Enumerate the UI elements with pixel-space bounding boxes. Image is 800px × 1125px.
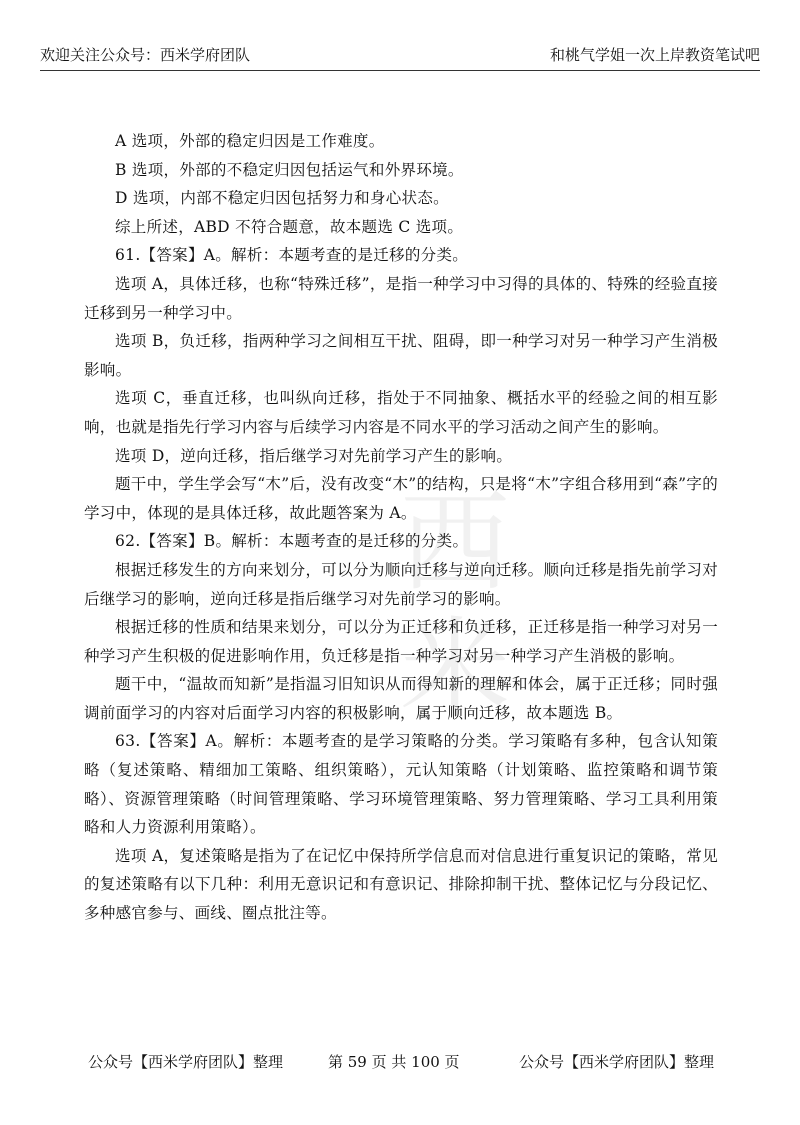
header-right-text: 和桃气学姐一次上岸教资笔试吧 xyxy=(549,46,760,64)
page-footer xyxy=(0,1051,800,1079)
page-header xyxy=(40,38,760,68)
footer-left-text: 公众号【西米学府团队】整理 xyxy=(88,1053,284,1071)
page-number: 第 59 页 共 100 页 xyxy=(328,1053,460,1071)
watermark: 西米 xyxy=(400,479,510,734)
paragraph: B 选项，外部的不稳定归因包括运气和外界环境。 xyxy=(115,160,464,179)
paragraph: 选项 C，垂直迁移，也叫纵向迁移，指处于不同抽象、概括水平的经验之间的相互影响，也就是指先行学习内容与后续学习内容是不同水平的学习活动之间产生的影响。 xyxy=(84,389,718,436)
answer-63-heading: 63.【答案】A。解析：本题考查的是学习策略的分类。学习策略有多种，包含认知策略（复述策略、精细加工策略、组织策略），元认知策略（计划策略、监控策略和调节策略）、资源管理策略（时间管理策略、学习环境管理策略、努力管理策略、学习工具利用策略和人力资源利用策略）。 xyxy=(84,732,718,837)
answer-61-heading: 61.【答案】A。解析：本题考查的是迁移的分类。 xyxy=(115,246,469,265)
page-body xyxy=(84,127,718,928)
paragraph: 根据迁移的性质和结果来划分，可以分为正迁移和负迁移，正迁移是指一种学习对另一种学习产生积极的促进影响作用，负迁移是指一种学习对另一种学习产生消极的影响。 xyxy=(84,618,718,665)
paragraph: A 选项，外部的稳定归因是工作难度。 xyxy=(115,132,385,150)
header-left-text: 欢迎关注公众号：西米学府团队 xyxy=(40,46,251,64)
paragraph: 综上所述，ABD 不符合题意，故本题选 C 选项。 xyxy=(115,217,464,236)
paragraph: 选项 B，负迁移，指两种学习之间相互干扰、阻碍，即一种学习对另一种学习产生消极影响。 xyxy=(84,332,718,379)
paragraph: 选项 D，逆向迁移，指后继学习对先前学习产生的影响。 xyxy=(115,446,513,465)
answer-62-heading: 62.【答案】B。解析：本题考查的是迁移的分类。 xyxy=(115,532,469,551)
footer-right-text: 公众号【西米学府团队】整理 xyxy=(519,1053,715,1071)
paragraph: D 选项，内部不稳定归因包括努力和身心状态。 xyxy=(115,189,449,208)
paragraph: 题干中，“温故而知新”是指温习旧知识从而得知新的理解和体会，属于正迁移；同时强调前面学习的内容对后面学习内容的积极影响，属于顺向迁移，故本题选 B。 xyxy=(84,675,718,722)
paragraph: 题干中，学生学会写“木”后，没有改变“木”的结构，只是将“木”字组合移用到“森”字的学习中，体现的是具体迁移，故此题答案为 A。 xyxy=(84,475,718,522)
paragraph: 根据迁移发生的方向来划分，可以分为顺向迁移与逆向迁移。顺向迁移是指先前学习对后继学习的影响，逆向迁移是指后继学习对先前学习的影响。 xyxy=(84,560,718,608)
paragraph: 选项 A，复述策略是指为了在记忆中保持所学信息而对信息进行重复识记的策略，常见的复述策略有以下几种：利用无意识记和有意识记、排除抑制干扰、整体记忆与分段记忆、多种感官参与、画线、圈点批注等。 xyxy=(84,846,718,923)
paragraph: 选项 A，具体迁移，也称“特殊迁移”，是指一种学习中习得的具体的、特殊的经验直接迁移到另一种学习中。 xyxy=(84,274,718,322)
header-divider xyxy=(40,70,760,71)
